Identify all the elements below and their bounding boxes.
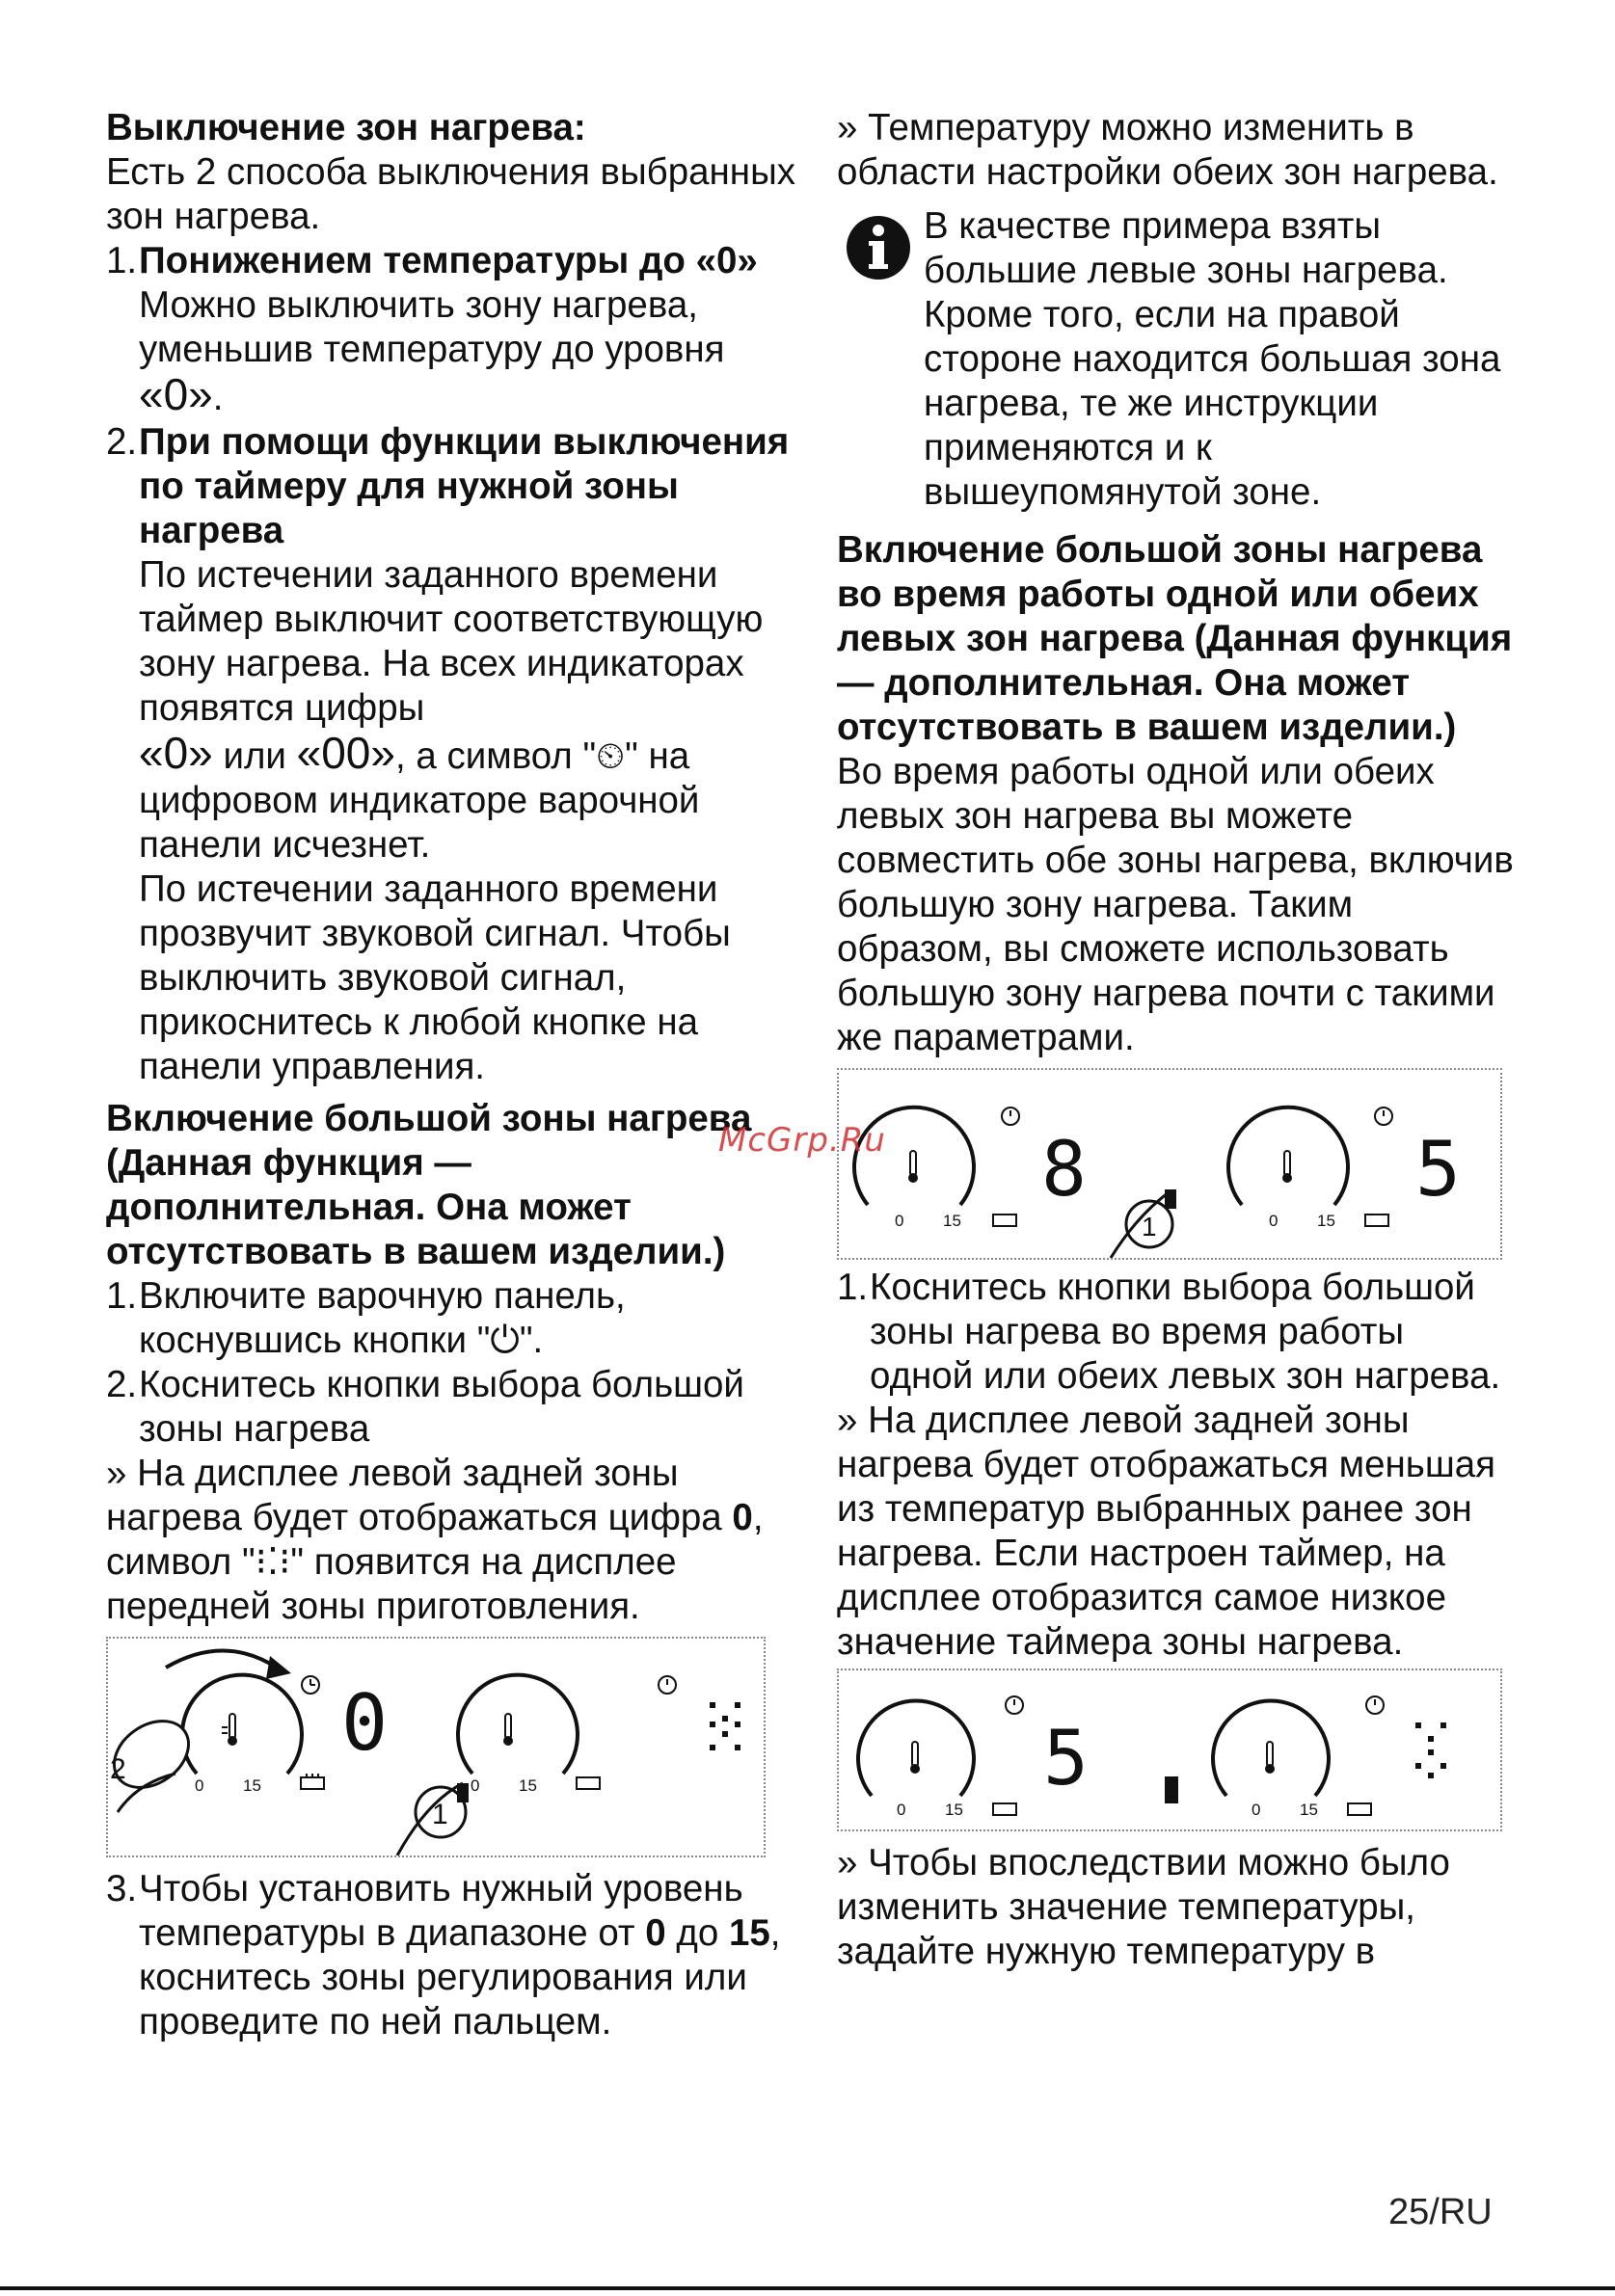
final-text: » Чтобы впоследствии можно было изменить значение температуры, задайте нужную температуру в [837, 1842, 1450, 1972]
timer-icon [302, 1676, 319, 1694]
item2-or: или [212, 735, 297, 777]
callout-1: 1 [1142, 1212, 1157, 1241]
callout-2: 2 [110, 1753, 126, 1785]
item1-text-a: Можно выключить зону нагрева, уменьшив температуру до уровня [139, 284, 725, 370]
bottom-rule [0, 2286, 1615, 2290]
thermometer-icon [910, 1742, 920, 1774]
hob-control-diagram [839, 1670, 1500, 1829]
step3-a: Чтобы установить нужный уровень температуры в диапазоне от [139, 1868, 743, 1954]
item2-text-a: По истечении заданного времени таймер выключит соответствующую зону нагрева. На всех индикаторах появятся цифры [139, 554, 764, 729]
pot-icon [1365, 1215, 1388, 1226]
dial-ring [858, 1700, 974, 1796]
pot-icon [1348, 1803, 1371, 1815]
paragraph-two-ways: Есть 2 способа выключения выбранных зон нагрева. [106, 151, 795, 237]
timer-icon [1366, 1696, 1384, 1714]
step2-text: Коснитесь кнопки выбора большой зоны нагрева [139, 1364, 744, 1450]
step-1 [106, 1274, 795, 1363]
big-zone-symbol-icon: ⁝⁚⁝ [255, 1541, 291, 1583]
step-2 [106, 1363, 795, 1452]
pot-icon [301, 1774, 324, 1789]
timer-icon [1002, 1108, 1019, 1125]
list-number: 2. [106, 1364, 138, 1405]
dial-ring [458, 1675, 578, 1774]
paragraph-change-temp: » Температуру можно изменить в области настройки обеих зон нагрева. [837, 107, 1498, 193]
timer-icon [659, 1676, 676, 1694]
paragraph-combine: Во время работы одной или обеих левых зон нагрева вы можете совместить обе зоны нагрева, включив большую зону нагрева. Таким образом, вы сможете использовать большую зону нагрева почти с такими же параметрами. [837, 751, 1514, 1058]
pot-icon [577, 1777, 600, 1789]
step3-fifteen: 15 [728, 1912, 770, 1954]
swipe-arrow-icon [166, 1651, 277, 1669]
big-zone-symbol-icon [1415, 1722, 1446, 1778]
item1-text [139, 283, 795, 420]
list-item-2 [106, 420, 795, 1089]
pot-icon [993, 1803, 1016, 1815]
display-digit: 8 [1041, 1127, 1087, 1214]
hob-control-diagram [108, 1639, 764, 1855]
scale-min: 0 [895, 1212, 904, 1230]
item2-text [139, 553, 795, 868]
scale-min: 0 [195, 1776, 204, 1795]
thermometer-icon [1265, 1742, 1275, 1774]
dial-ring [1213, 1700, 1329, 1796]
result-text: » На дисплее левой задней зоны нагрева будет отображаться меньшая из температур выбранных ранее зон нагрева. Если настроен таймер, на дисплее отобразится самое низкое значение таймера зоны нагрева. [837, 1400, 1495, 1663]
figure-hob-control-left [106, 1637, 766, 1857]
dial-ring [1228, 1108, 1348, 1205]
scale-max: 15 [519, 1776, 537, 1795]
thermometer-icon [1282, 1151, 1292, 1183]
pot-icon [993, 1215, 1016, 1226]
scale-min: 0 [471, 1776, 480, 1795]
selector-button-icon [1165, 1189, 1176, 1209]
item1-dot: . [212, 377, 224, 418]
item2-title: При помощи функции выключения по таймеру для нужной зоны нагрева [139, 421, 790, 551]
info-icon [845, 214, 912, 281]
scale-min: 0 [897, 1801, 906, 1819]
step3-e: , коснитесь зоны регулирования или проведите по ней пальцем. [139, 1912, 781, 2042]
arrow-head-icon [266, 1656, 291, 1679]
power-icon: ⏻ [490, 1320, 520, 1361]
figure-hob-control-right-2 [837, 1669, 1502, 1831]
thermometer-icon [503, 1714, 513, 1746]
callout-1: 1 [432, 1799, 448, 1830]
scale-max: 15 [945, 1801, 963, 1819]
info-text: В качестве примера взяты большие левые зоны нагрева. Кроме того, если на правой стороне находится большая зона нагрева, те же инструкции применяются и к вышеупомянутой зоне. [924, 205, 1501, 513]
scale-max: 15 [243, 1776, 261, 1795]
result-c: , символ " [106, 1497, 764, 1583]
heading-big-zone: Включение большой зоны нагрева (Данная функция — дополнительная. Она может отсутствовать в вашем изделии.) [106, 1098, 752, 1272]
hob-control-diagram [839, 1070, 1500, 1258]
scale-max: 15 [1317, 1212, 1335, 1230]
heading-off-zones: Выключение зон нагрева: [106, 107, 586, 148]
page-number: 25/RU [1388, 2192, 1493, 2232]
watermark: McGrp.Ru [718, 1121, 886, 1160]
display-digit: 0 [341, 1678, 389, 1768]
result-zero: 0 [732, 1497, 753, 1538]
list-number: 1. [106, 1275, 138, 1317]
display-digit: 5 [1415, 1127, 1461, 1214]
result-d: " появится на дисплее передней зоны приготовления. [106, 1541, 677, 1627]
step-1 [837, 1266, 1517, 1399]
step-3 [106, 1867, 795, 2044]
timer-icon: ⏲ [596, 735, 626, 777]
step1-text-a: Включите варочную панель, коснувшись кнопки " [139, 1275, 626, 1361]
display-digit: 5 [1043, 1716, 1089, 1802]
item1-title: Понижением температуры до «0» [139, 240, 758, 281]
thermometer-icon [908, 1151, 918, 1183]
item2-text-d: По истечении заданного времени прозвучит звуковой сигнал. Чтобы выключить звуковой сигнал, прикоснитесь к любой кнопке на панели управления. [139, 868, 731, 1087]
selector-button-icon [457, 1783, 469, 1802]
thermometer-icon [222, 1714, 237, 1746]
right-column [837, 106, 1517, 1974]
scale-min: 0 [1252, 1801, 1261, 1819]
dial-ring [182, 1675, 302, 1774]
big-zone-symbol-icon [710, 1702, 740, 1750]
step1-text-b: ". [519, 1320, 544, 1361]
item2-text-b: , а символ " [394, 735, 597, 777]
item2-double-zero: «00» [296, 728, 395, 778]
selector-button-icon [1165, 1776, 1178, 1803]
info-note [837, 204, 1517, 515]
scale-max: 15 [1300, 1801, 1318, 1819]
result-a: » На дисплее левой задней зоны нагрева будет отображаться цифра [106, 1453, 733, 1538]
item1-zero: «0» [139, 369, 213, 419]
list-number: 1. [837, 1267, 869, 1308]
item2-zero: «0» [139, 728, 213, 778]
timer-icon [1375, 1108, 1392, 1125]
result-text [106, 1452, 795, 1629]
list-number: 3. [106, 1868, 138, 1909]
figure-hob-control-right-1 [837, 1068, 1502, 1260]
scale-max: 15 [943, 1212, 961, 1230]
item2-text-c: " на цифровом индикаторе варочной панели исчезнет. [139, 735, 700, 866]
step3-zero: 0 [645, 1912, 666, 1954]
heading-big-zone-while-running: Включение большой зоны нагрева во время работы одной или обеих левых зон нагрева (Данная функция — дополнительная. Она может отсутствовать в вашем изделии.) [837, 529, 1513, 748]
timer-icon [1006, 1696, 1023, 1714]
scale-min: 0 [1269, 1212, 1279, 1230]
step3-c: до [665, 1912, 729, 1954]
list-item-1 [106, 239, 795, 420]
list-number: 2. [106, 421, 138, 463]
list-number: 1. [106, 240, 138, 281]
left-column [106, 106, 795, 2044]
step1-text: Коснитесь кнопки выбора большой зоны нагрева во время работы одной или обеих левых зон нагрева. [870, 1267, 1501, 1397]
